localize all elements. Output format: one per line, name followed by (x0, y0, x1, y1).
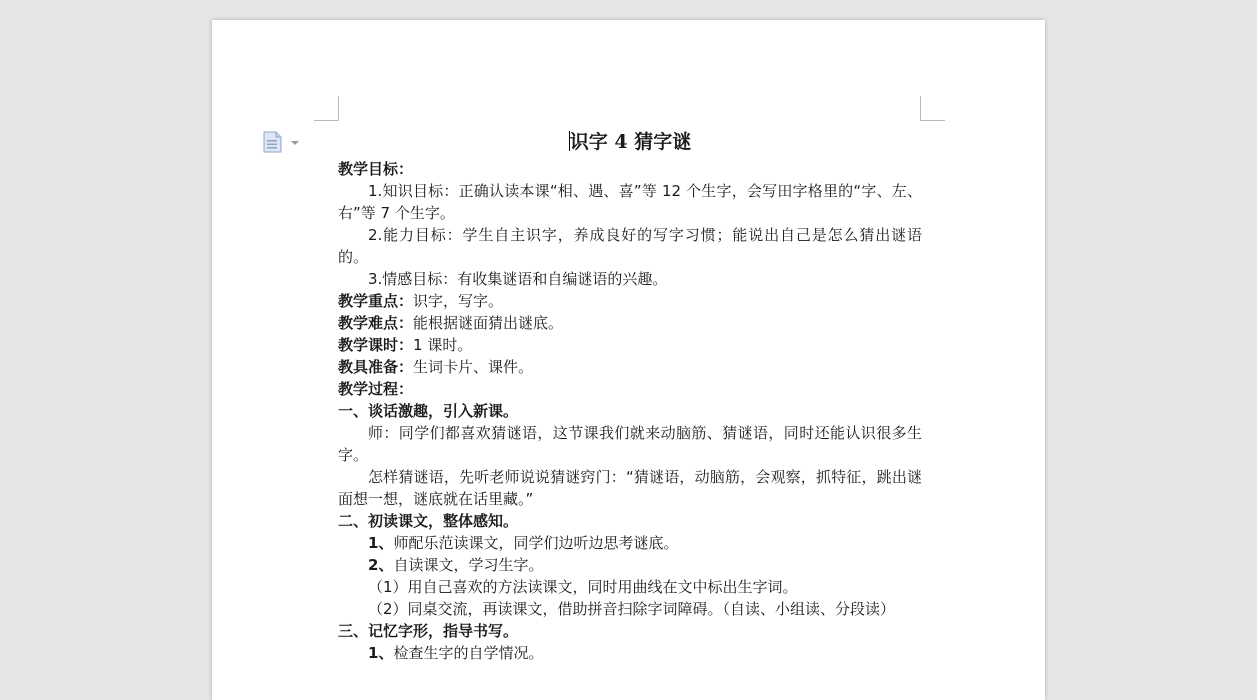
paste-options-icon (262, 131, 302, 153)
paragraph (338, 180, 922, 224)
paragraph (338, 620, 922, 642)
paragraph (338, 422, 922, 466)
paragraph (338, 356, 922, 378)
paragraph-text: 3.情感目标：有收集谜语和自编谜语的兴趣。 (368, 270, 668, 288)
paragraph-heading: 1、 (368, 534, 394, 552)
document-body[interactable] (338, 128, 922, 664)
paragraph (338, 466, 922, 510)
paragraph-text: （1）用自己喜欢的方法读课文，同时用曲线在文中标出生字词。 (368, 578, 798, 596)
paragraph (338, 378, 922, 400)
paragraph (338, 532, 922, 554)
paragraph-heading: 教学过程： (338, 380, 414, 398)
paragraph (338, 290, 922, 312)
paragraph-heading: 教学重点： (338, 292, 414, 310)
paragraph-text: 2.能力目标：学生自主识字，养成良好的写字习惯；能说出自己是怎么猜出谜语的。 (338, 226, 922, 266)
document-lines (338, 158, 922, 664)
margin-corner-top-right (920, 96, 945, 121)
paragraph (338, 400, 922, 422)
paragraph (338, 576, 922, 598)
paragraph (338, 158, 922, 180)
paragraph-text: 1.知识目标：正确认读本课“相、遇、喜”等 12 个生字，会写田字格里的“字、左、右”等 7 个生字。 (338, 182, 922, 222)
paragraph-heading: 三、记忆字形，指导书写。 (338, 622, 519, 640)
paragraph-text: 能根据谜面猜出谜底。 (413, 314, 564, 332)
paragraph-text: 识字，写字。 (413, 292, 504, 310)
paragraph-text: 检查生字的自学情况。 (393, 644, 544, 662)
paragraph (338, 598, 922, 620)
paragraph-heading: 1、 (368, 644, 394, 662)
paragraph (338, 510, 922, 532)
paragraph-heading: 二、初读课文，整体感知。 (338, 512, 519, 530)
paragraph-text: 怎样猜谜语，先听老师说说猜谜窍门：“猜谜语，动脑筋，会观察，抓特征，跳出谜面想一想，谜底就在话里藏。” (338, 468, 922, 508)
paragraph-text: 师：同学们都喜欢猜谜语，这节课我们就来动脑筋、猜谜语，同时还能认识很多生字。 (338, 424, 922, 464)
paragraph-text: 生词卡片、课件。 (413, 358, 534, 376)
paragraph (338, 334, 922, 356)
paragraph-text: （2）同桌交流，再读课文，借助拼音扫除字词障碍。（自读、小组读、分段读） (368, 600, 896, 618)
paragraph-text: 1 课时。 (413, 336, 473, 354)
paragraph (338, 554, 922, 576)
paragraph-heading: 教学课时： (338, 336, 414, 354)
paragraph-heading: 教学难点： (338, 314, 414, 332)
paragraph (338, 224, 922, 268)
document-page[interactable] (212, 20, 1045, 700)
paragraph-text: 自读课文，学习生字。 (393, 556, 544, 574)
paragraph-text: 师配乐范读课文，同学们边听边思考谜底。 (393, 534, 679, 552)
paragraph-heading: 一、谈话激趣，引入新课。 (338, 402, 519, 420)
paragraph-heading: 教具准备： (338, 358, 414, 376)
paste-options-button[interactable] (262, 131, 302, 153)
paragraph (338, 312, 922, 334)
paragraph-heading: 教学目标： (338, 160, 414, 178)
margin-corner-top-left (314, 96, 339, 121)
document-title: 识字 4 猜字谜 (569, 131, 692, 153)
paragraph-heading: 2、 (368, 556, 394, 574)
paragraph (338, 268, 922, 290)
paragraph (338, 642, 922, 664)
